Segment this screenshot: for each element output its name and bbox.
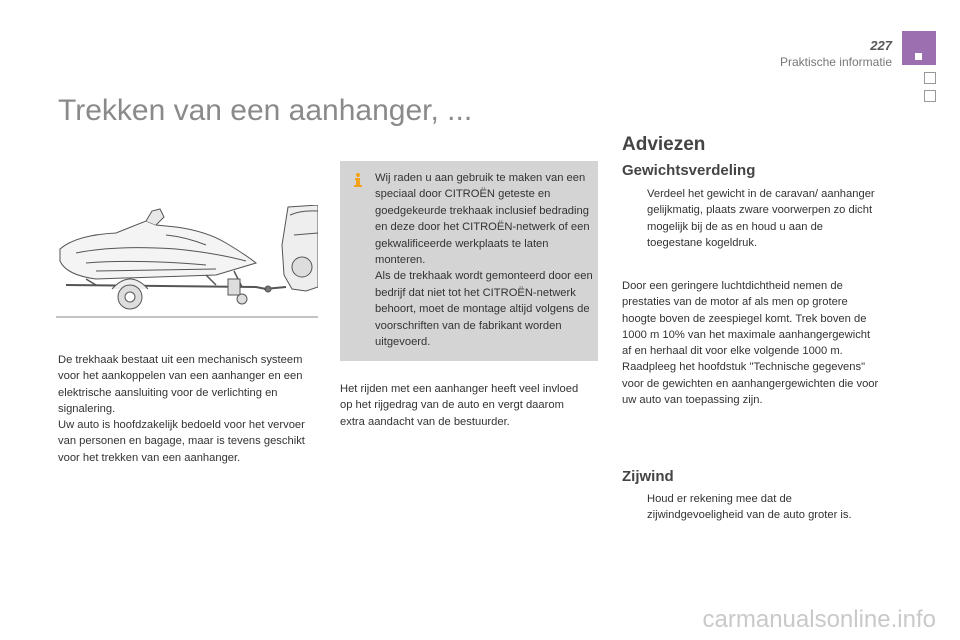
crosswind-bullet [622,491,880,524]
info-paragraph: Als de trekhaak wordt gemonteerd door een bedrijf dat niet tot het CITROËN-netwerk behoort, moet de montage altijd volgens de voorschriften van de fabrikant worden uitgevoerd. [375,270,593,349]
crosswind-heading: Zijwind [622,468,674,485]
driving-text: Het rijden met een aanhanger heeft veel invloed op het rijgedrag van de auto en vergt daarom extra aandacht van de bestuurder. [340,383,579,428]
weight-body [622,278,880,408]
weight-heading: Gewichtsverdeling [622,162,756,179]
intro-paragraph: De trekhaak bestaat uit een mechanisch systeem voor het aankoppelen van een aanhanger en een elektrische aansluiting voor de verlichting en signalering. [58,354,303,415]
intro-paragraph: Uw auto is hoofdzakelijk bedoeld voor het vervoer van personen en bagage, maar is tevens geschikt voor het trekken van een aanhanger. [58,419,305,464]
info-icon [350,171,366,187]
page-number: 227 [870,38,892,53]
chapter-tab-active[interactable] [902,31,936,65]
chapter-tab[interactable] [924,90,936,102]
watermark: carmanualsonline.info [702,606,936,633]
section-title: Praktische informatie [779,55,892,69]
advice-heading: Adviezen [622,134,706,155]
weight-bullet [622,186,880,251]
info-paragraph: Wij raden u aan gebruik te maken van een speciaal door CITROËN geteste en goedgekeurde trekhaak inclusief bedrading en deze door het CITROËN-netwerk of een gekwalificeerde werkplaats te laten monteren. [375,172,590,267]
weight-paragraph: Door een geringere luchtdichtheid nemen de prestaties van de motor af als men op grotere hoogte boven de zeespiegel komt. Trek boven de 1000 m 10% van het maximale aanhangergewicht af en herhaal dit voor elke volgende 1000 m. [622,280,871,358]
crosswind-bullet-text: Houd er rekening mee dat de zijwindgevoeligheid van de auto groter is. [647,493,852,522]
tab-marker [915,53,922,60]
chapter-tab[interactable] [924,72,936,84]
weight-bullet-text: Verdeel het gewicht in de caravan/ aanhanger gelijkmatig, plaats zware voorwerpen zo dicht mogelijk bij de as en houd u aan de toegestane kogeldruk. [647,188,875,249]
weight-paragraph: Raadpleeg het hoofdstuk "Technische gegevens" voor de gewichten en aanhangergewichten die voor uw auto van toepassing zijn. [622,361,879,407]
page-title: Trekken van een aanhanger, ... [58,94,473,127]
info-box [340,161,598,361]
intro-text [58,352,316,466]
trailer-illustration [56,205,318,320]
